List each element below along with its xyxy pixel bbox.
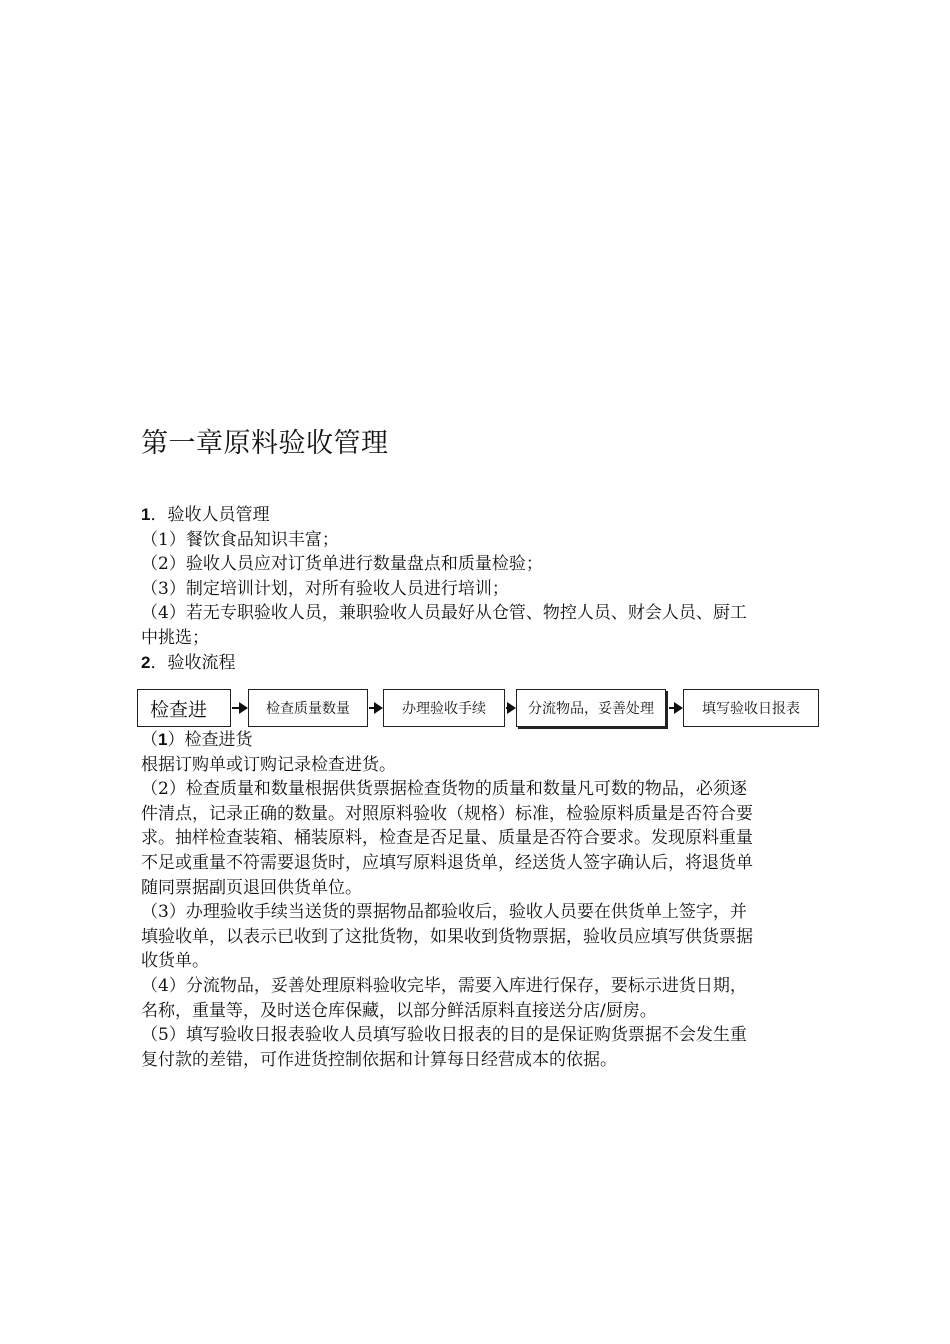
paragraph-line: 不足或重量不符需要退货时，应填写原料退货单，经送货人签字确认后，将退货单 [141,852,753,873]
flow-step-check-delivery: 检查进 [137,689,231,727]
paragraph-line: 填验收单，以表示已收到了这批货物，如果收到货物票据，验收员应填写供货票据 [141,926,753,947]
step-heading-text: ）检查进货 [167,730,253,750]
chapter-title: 第一章原料验收管理 [141,428,389,459]
paragraph-line: （5）填写验收日报表验收人员填写验收日报表的目的是保证购货票据不会发生重 [141,1025,747,1046]
paragraph-line: 件清点，记录正确的数量。对照原料验收（规格）标准，检验原料质量是否符合要 [141,803,753,824]
flow-step-check-quality: 检查质量数量 [248,689,368,727]
list-item: （4）若无专职验收人员，兼职验收人员最好从仓管、物控人员、财会人员、厨工 [141,603,747,624]
paragraph-line: 根据订购单或订购记录检查进货。 [141,754,396,775]
step-number: 1 [158,730,168,749]
flow-arrow [232,707,246,709]
list-item: 中挑选； [141,627,209,648]
flow-arrow [369,707,381,709]
step-heading [141,728,831,753]
flow-step-procedures: 办理验收手续 [383,689,505,727]
paragraph-line: （3）办理验收手续当送货的票据物品都验收后，验收人员要在供货单上签字，并 [141,902,747,923]
section-heading-text: ．验收人员管理 [150,505,270,525]
paragraph-line: （2）检查质量和数量根据供货票据检查货物的质量和数量凡可数的物品，必须逐 [141,779,747,800]
section-number: 1 [141,505,151,524]
paragraph-line: 求。抽样检查装箱、桶装原料，检查是否足量、质量是否符合要求。发现原料重量 [141,828,753,849]
paragraph-line: 随同票据副页退回供货单位。 [141,877,362,898]
section-heading-text: ．验收流程 [150,652,236,673]
step-heading-bracket: （ [141,730,158,750]
flow-arrow [506,707,514,709]
list-item: （1）餐饮食品知识丰富； [141,529,339,550]
paragraph-line: （4）分流物品，妥善处理原料验收完毕，需要入库进行保存，要标示进货日期， [141,975,747,996]
section-heading [141,503,831,528]
section-procedure-details [141,728,831,1072]
list-item: （2）验收人员应对订货单进行数量盘点和质量检验； [141,554,543,575]
section-heading [141,651,831,676]
flow-step-daily-report: 填写验收日报表 [683,689,819,727]
section-number: 2 [141,652,151,672]
list-item: （3）制定培训计划，对所有验收人员进行培训； [141,578,509,599]
paragraph-line: 名称，重量等，及时送仓库保藏，以部分鲜活原料直接送分店/厨房。 [141,1000,657,1021]
flow-step-distribute: 分流物品，妥善处理 [516,689,666,727]
paragraph-line: 收货单。 [141,951,209,972]
process-flowchart [137,689,827,731]
section-staff-management [141,503,831,675]
flow-arrow [669,707,681,709]
paragraph-line: 复付款的差错，可作进货控制依据和计算每日经营成本的依据。 [141,1049,617,1070]
